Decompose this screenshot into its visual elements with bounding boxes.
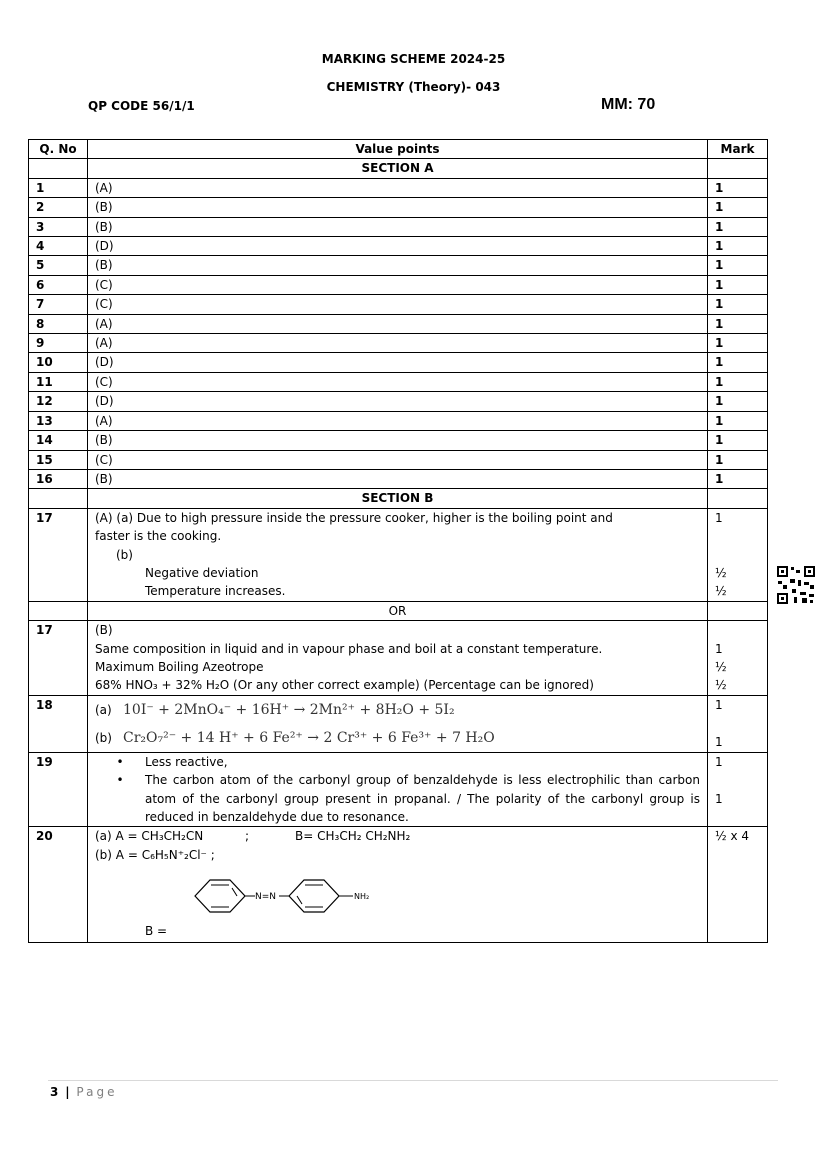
answer-option: (C) <box>88 450 708 469</box>
col-header-mark: Mark <box>708 140 768 159</box>
table-row-q17a <box>29 508 768 601</box>
bullet-icon: • <box>116 754 124 769</box>
answer-line: B = <box>145 924 168 939</box>
mark-value: ½ <box>715 678 727 693</box>
table-row <box>29 334 768 353</box>
part-label: (b) <box>95 730 112 745</box>
page-number: 3 <box>50 1085 59 1099</box>
footer-separator: | <box>65 1085 70 1099</box>
table-row <box>29 372 768 391</box>
mark-cell <box>708 752 768 827</box>
mark-value: 1 <box>708 237 768 256</box>
mark-value: ½ <box>715 659 727 674</box>
answer-option: (A) <box>88 411 708 430</box>
answer-option: (D) <box>88 392 708 411</box>
or-label: OR <box>88 601 708 620</box>
answer-a: (a) A = CH₃CH₂CN <box>95 829 204 844</box>
mark-value: ½ <box>715 584 727 599</box>
answer-line: Negative deviation <box>145 565 259 580</box>
answer-line: (b) A = C₆H₅N⁺₂Cl⁻ ; <box>95 847 215 862</box>
question-number: 12 <box>29 392 88 411</box>
document-subtitle: CHEMISTRY (Theory)- 043 <box>326 80 501 94</box>
section-b-heading: SECTION B <box>88 489 708 508</box>
mark-value: 1 <box>708 392 768 411</box>
answer-option: (D) <box>88 237 708 256</box>
question-number: 2 <box>29 198 88 217</box>
answer-line: (B) <box>95 623 113 638</box>
col-header-qno: Q. No <box>29 140 88 159</box>
mark-value: ½ <box>715 565 727 580</box>
answer-cell <box>88 695 708 752</box>
question-number: 13 <box>29 411 88 430</box>
mark-value: 1 <box>708 178 768 197</box>
question-number: 11 <box>29 372 88 391</box>
question-number: 9 <box>29 334 88 353</box>
equation-b: Cr₂O₇²⁻ + 14 H⁺ + 6 Fe²⁺ → 2 Cr³⁺ + 6 Fe³⁺ + 7 H₂O <box>123 729 495 746</box>
mark-value: 1 <box>708 275 768 294</box>
table-row <box>29 450 768 469</box>
question-number: 17 <box>29 621 88 696</box>
table-row <box>29 411 768 430</box>
section-a-row <box>29 159 768 178</box>
answer-line: Maximum Boiling Azeotrope <box>95 659 264 674</box>
mark-value: 1 <box>708 217 768 236</box>
mark-value: 1 <box>715 791 723 806</box>
table-row <box>29 392 768 411</box>
table-row <box>29 237 768 256</box>
mark-value: 1 <box>708 314 768 333</box>
table-row <box>29 431 768 450</box>
answer-option: (A) <box>88 334 708 353</box>
answer-option: (A) <box>88 314 708 333</box>
answer-option: (B) <box>88 431 708 450</box>
table-row <box>29 275 768 294</box>
table-row-q18 <box>29 695 768 752</box>
page-label: Page <box>76 1085 118 1099</box>
azo-dye-structure-diagram <box>175 866 435 926</box>
or-row <box>29 601 768 620</box>
question-number: 14 <box>29 431 88 450</box>
question-number: 16 <box>29 469 88 488</box>
amine-label: NH₂ <box>354 892 370 902</box>
question-number: 10 <box>29 353 88 372</box>
table-row-q20 <box>29 827 768 943</box>
answer-option: (B) <box>88 256 708 275</box>
max-marks: MM: 70 <box>601 96 656 113</box>
answer-option: (C) <box>88 372 708 391</box>
question-number: 8 <box>29 314 88 333</box>
mark-cell <box>708 508 768 601</box>
mark-value: 1 <box>715 697 723 712</box>
answer-option: (D) <box>88 353 708 372</box>
mark-value: 1 <box>708 431 768 450</box>
question-number: 4 <box>29 237 88 256</box>
mark-cell <box>708 695 768 752</box>
section-b-row <box>29 489 768 508</box>
question-number: 5 <box>29 256 88 275</box>
document-title: MARKING SCHEME 2024-25 <box>321 52 506 66</box>
bullet-item: • The carbon atom of the carbonyl group of benzaldehyde is less electrophilic than carbon atom of the carbonyl group present in propanal. / The polarity of the carbonyl group is reduced in benzaldehyde due to resonance. <box>95 771 700 826</box>
equation-a: 10I⁻ + 2MnO₄⁻ + 16H⁺ → 2Mn²⁺ + 8H₂O + 5I₂ <box>123 701 455 718</box>
answer-option: (C) <box>88 275 708 294</box>
qp-code: QP CODE 56/1/1 <box>88 99 195 113</box>
footer-divider <box>48 1080 778 1081</box>
bullet-icon: • <box>116 773 124 788</box>
answer-line: Temperature increases. <box>145 584 286 599</box>
table-row <box>29 256 768 275</box>
marking-table <box>28 139 768 943</box>
table-row <box>29 295 768 314</box>
table-row <box>29 178 768 197</box>
mark-cell <box>708 827 768 943</box>
mark-value: 1 <box>708 256 768 275</box>
answer-option: (B) <box>88 469 708 488</box>
answer-line: 68% HNO₃ + 32% H₂O (Or any other correct example) (Percentage can be ignored) <box>95 678 594 693</box>
mark-cell <box>708 621 768 696</box>
azo-label: N=N <box>255 892 277 903</box>
question-number: 15 <box>29 450 88 469</box>
mark-value: 1 <box>715 641 723 656</box>
azo-structure <box>95 864 700 942</box>
answer-cell: (a) A = CH₃CH₂CN ; B= CH₃CH₂ CH₂NH₂ (b) A = C₆H₅N⁺₂Cl⁻ ; N=N NH₂ B = <box>88 827 708 943</box>
answer-option: (C) <box>88 295 708 314</box>
mark-value: 1 <box>708 198 768 217</box>
question-number: 18 <box>29 695 88 752</box>
mark-value: 1 <box>715 754 723 769</box>
answer-cell <box>88 752 708 827</box>
mark-value: 1 <box>708 295 768 314</box>
answer-line: Same composition in liquid and in vapour phase and boil at a constant temperature. <box>95 641 603 656</box>
mark-value: 1 <box>715 735 723 750</box>
table-header-row <box>29 140 768 159</box>
mcq-rows <box>29 178 768 489</box>
bullet-item: • Less reactive, <box>95 753 700 771</box>
table-row <box>29 217 768 236</box>
answer-option: (B) <box>88 198 708 217</box>
question-number: 3 <box>29 217 88 236</box>
mark-value: 1 <box>708 372 768 391</box>
section-a-heading: SECTION A <box>88 159 708 178</box>
table-row-q19 <box>29 752 768 827</box>
part-label: (a) <box>95 702 112 717</box>
question-number: 19 <box>29 752 88 827</box>
answer-cell <box>88 621 708 696</box>
table-row <box>29 314 768 333</box>
question-number: 20 <box>29 827 88 943</box>
table-row <box>29 469 768 488</box>
answer-cell <box>88 508 708 601</box>
answer-option: (A) <box>88 178 708 197</box>
mark-value: ½ x 4 <box>715 829 749 844</box>
question-number: 1 <box>29 178 88 197</box>
page-footer <box>50 1085 117 1099</box>
table-row <box>29 353 768 372</box>
answer-line: faster is the cooking. <box>95 529 222 544</box>
question-number: 6 <box>29 275 88 294</box>
mark-value: 1 <box>708 450 768 469</box>
answer-line: (b) <box>116 547 133 562</box>
qr-code-icon <box>776 565 816 605</box>
mark-value: 1 <box>708 469 768 488</box>
col-header-value: Value points <box>88 140 708 159</box>
question-number: 7 <box>29 295 88 314</box>
mark-value: 1 <box>715 510 723 525</box>
question-number: 17 <box>29 508 88 601</box>
table-row <box>29 198 768 217</box>
table-row-q17b <box>29 621 768 696</box>
answer-line: (A) (a) Due to high pressure inside the pressure cooker, higher is the boiling point and <box>95 510 613 525</box>
answer-b: B= CH₃CH₂ CH₂NH₂ <box>295 829 411 844</box>
mark-value: 1 <box>708 353 768 372</box>
mark-value: 1 <box>708 411 768 430</box>
mark-value: 1 <box>708 334 768 353</box>
answer-option: (B) <box>88 217 708 236</box>
